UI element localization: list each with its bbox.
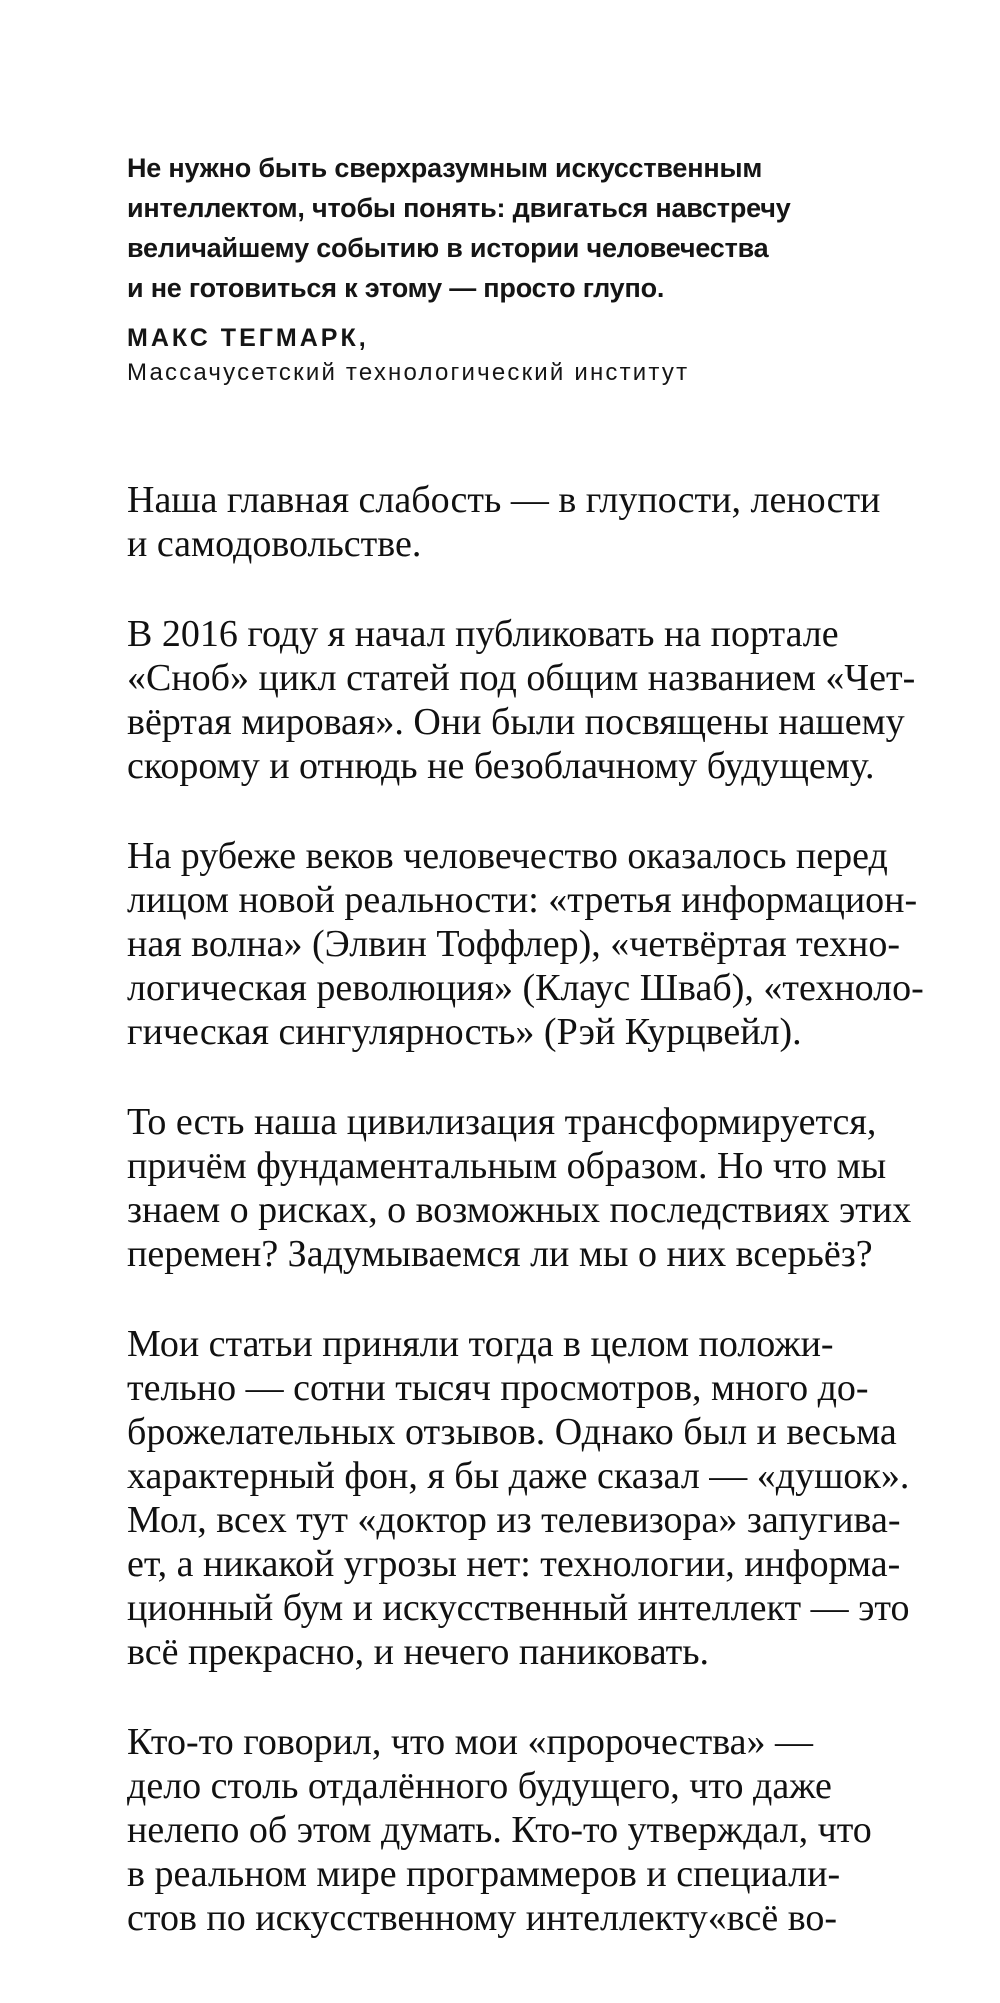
paragraph-5 bbox=[127, 1322, 987, 1674]
text-line: гическая сингулярность» (Рэй Курцвейл). bbox=[127, 1011, 802, 1053]
text-line: дело столь отдалённого будущего, что даже bbox=[127, 1765, 832, 1807]
epigraph-line: интеллектом, чтобы понять: двигаться навстречу bbox=[127, 193, 791, 223]
text-line: Наша главная слабость — в глупости, лености bbox=[127, 479, 881, 521]
text-line: скорому и отнюдь не безоблачному будущему. bbox=[127, 745, 875, 787]
text-line: причём фундаментальным образом. Но что мы bbox=[127, 1145, 887, 1187]
text-line: В 2016 году я начал публиковать на портале bbox=[127, 613, 839, 655]
text-line: перемен? Задумываемся ли мы о них всерьёз? bbox=[127, 1233, 873, 1275]
text-line: нелепо об этом думать. Кто-то утверждал, что bbox=[127, 1809, 872, 1851]
paragraph-3 bbox=[127, 834, 987, 1054]
text-line: ционный бум и искусственный интеллект — это bbox=[127, 1587, 910, 1629]
text-line: лицом новой реальности: «третья информацион- bbox=[127, 879, 918, 921]
text-line: брожелательных отзывов. Однако был и весьма bbox=[127, 1411, 897, 1453]
text-line: ет, а никакой угрозы нет: технологии, информа- bbox=[127, 1543, 901, 1585]
text-line: вёртая мировая». Они были посвящены нашему bbox=[127, 701, 905, 743]
paragraph-2 bbox=[127, 612, 987, 788]
epigraph-line: Не нужно быть сверхразумным искусственным bbox=[127, 153, 763, 183]
text-line: знаем о рисках, о возможных последствиях этих bbox=[127, 1189, 912, 1231]
text-line: тельно — сотни тысяч просмотров, много до- bbox=[127, 1367, 869, 1409]
text-line: ная волна» (Элвин Тоффлер), «четвёртая техно- bbox=[127, 923, 901, 965]
text-line: Мол, всех тут «доктор из телевизора» запугива- bbox=[127, 1499, 901, 1541]
text-line: характерный фон, я бы даже сказал — «душок». bbox=[127, 1455, 910, 1497]
text-line: и самодовольстве. bbox=[127, 523, 422, 565]
main-text bbox=[127, 478, 987, 1986]
text-line: «Сноб» цикл статей под общим названием «Чет- bbox=[127, 657, 916, 699]
epigraph-line: и не готовиться к этому — просто глупо. bbox=[127, 273, 665, 303]
epigraph-affiliation: Массачусетский технологический институт bbox=[127, 359, 690, 386]
epigraph-quote bbox=[127, 148, 847, 308]
text-line: Мои статьи приняли тогда в целом положи- bbox=[127, 1323, 834, 1365]
text-line: То есть наша цивилизация трансформируется, bbox=[127, 1101, 877, 1143]
text-line: в реальном мире программеров и специали- bbox=[127, 1853, 841, 1895]
paragraph-4 bbox=[127, 1100, 987, 1276]
paragraph-6 bbox=[127, 1720, 987, 1940]
epigraph-line: величайшему событию в истории человечества bbox=[127, 233, 769, 263]
text-line: логическая революция» (Клаус Шваб), «техноло- bbox=[127, 967, 924, 1009]
text-line: Кто-то говорил, что мои «пророчества» — bbox=[127, 1721, 814, 1763]
paragraph-1 bbox=[127, 478, 987, 566]
epigraph-attribution bbox=[127, 320, 867, 390]
text-line: всё прекрасно, и нечего паниковать. bbox=[127, 1631, 710, 1673]
text-line: На рубеже веков человечество оказалось перед bbox=[127, 835, 888, 877]
epigraph-author: МАКС ТЕГМАРК, bbox=[127, 324, 369, 352]
text-line: стов по искусственному интеллекту«всё во- bbox=[127, 1897, 838, 1939]
